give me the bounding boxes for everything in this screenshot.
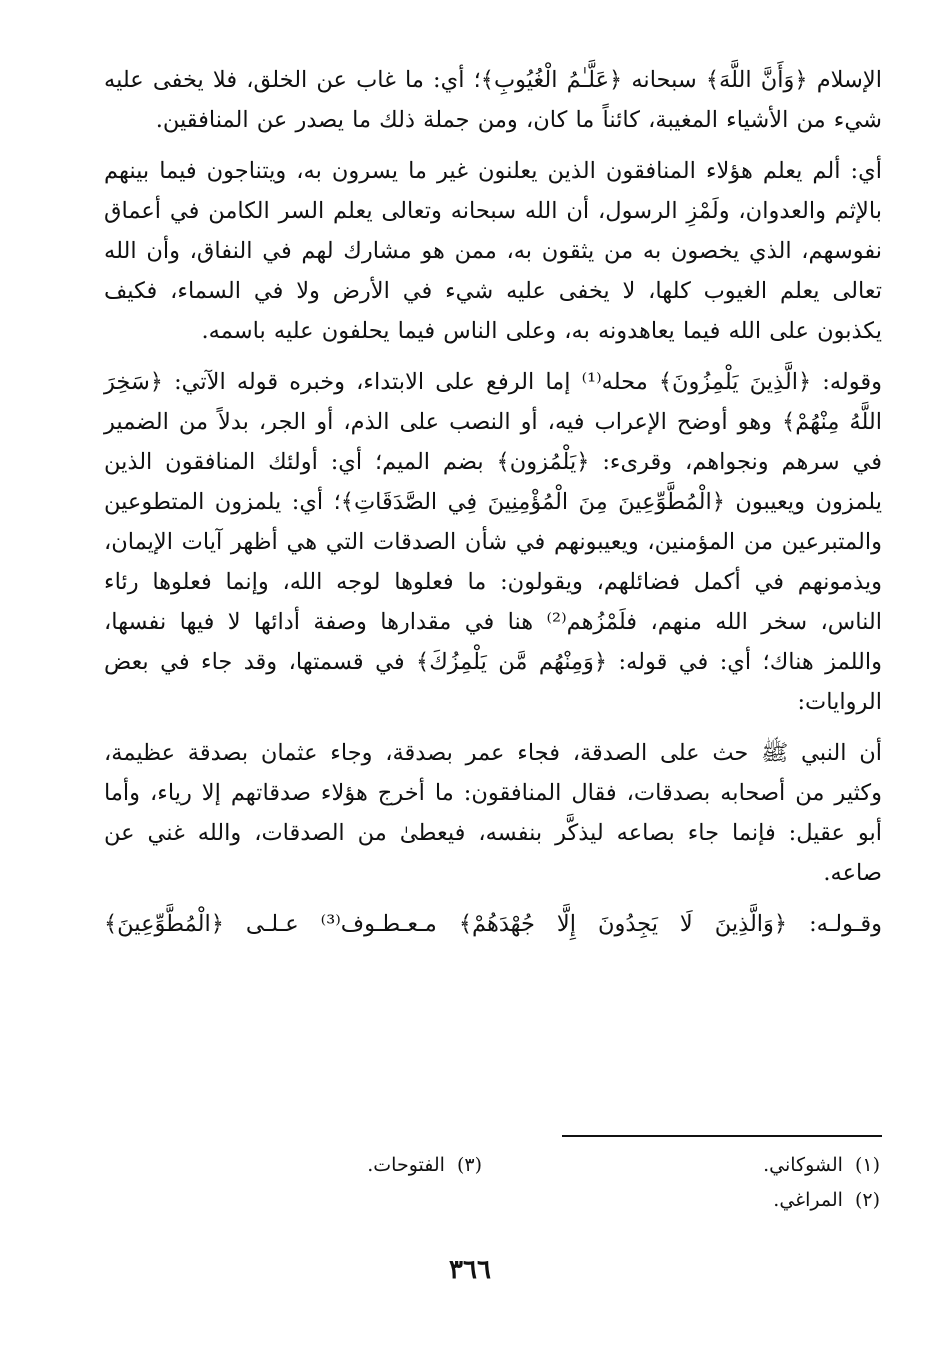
footnote-separator <box>562 1135 882 1137</box>
paragraph-1: الإسلام ﴿وَأَنَّ اللَّهَ﴾ سبحانه ﴿عَلَّـٰمُ الْغُيُوبِ﴾؛ أي: ما غاب عن الخلق، فلا يخفى عليه شيء من الأشياء المغيبة، كائناً ما كان، ومن جملة ذلك ما يصدر عن المنافقين. <box>104 67 882 133</box>
footnote-text: الفتوحات. <box>367 1154 445 1176</box>
paragraph-5: وقـولـه: ﴿وَالَّذِينَ لَا يَجِدُونَ إِلَّا جُهْدَهُمْ﴾ مـعـطـوف⁽³⁾ عـلـى ﴿الْمُطَّوِّعِينَ﴾ <box>104 911 883 937</box>
paragraph-3: وقوله: ﴿الَّذِينَ يَلْمِزُونَ﴾ محله⁽¹⁾ إما الرفع على الابتداء، وخبره قوله الآتي: ﴿سَخِرَ اللَّهُ مِنْهُمْ﴾ وهو أوضح الإعراب فيه، أو النصب على الذم، أو الجر، بدلاً من الضمير في سرهم ونجواهم، وقرىء: ﴿يَلْمُزون﴾ بضم الميم؛ أي: أولئك المنافقون الذين يلمزون ويعيبون ﴿الْمُطَّوِّعِينَ مِنَ الْمُؤْمِنِينَ فِي الصَّدَقَاتِ﴾؛ أي: يلمزون المتطوعين والمتبرعين من المؤمنين، ويعيبونهم في شأن الصدقات التي هي أظهر آيات الإيمان، ويذمونهم في أكمل فضائلهم، ويقولون: ما فعلوها لوجه الله، وإنما فعلوها رئاء الناس، سخر الله منهم، فلَمْزُهم⁽²⁾ هنا في مقدارها وصفة أدائها لا فيها نفسها، واللمز هناك؛ أي: في قوله: ﴿وَمِنْهُم مَّن يَلْمِزُكَ﴾ في قسمتها، وقد جاء في بعض الروايات: <box>104 369 882 715</box>
footnote-1 <box>763 1151 880 1179</box>
footnote-number: (١) <box>854 1154 880 1176</box>
footnote-2 <box>773 1186 880 1214</box>
footnote-number: (٣) <box>456 1154 482 1176</box>
footnote-number: (٢) <box>854 1189 880 1211</box>
page-number: ٣٦٦ <box>449 1255 491 1285</box>
footnote-3 <box>367 1151 482 1179</box>
paragraph-2: أي: ألم يعلم هؤلاء المنافقون الذين يعلنون غير ما يسرون به، ويتناجون فيما بينهم بالإثم والعدوان، ولَمْزِ الرسول، أن الله سبحانه وتعالى يعلم السر الكامن في أعماق نفوسهم، الذي يخصون به من يثقون به، ممن هو مشارك لهم في النفاق، وأن الله تعالى يعلم الغيوب كلها، لا يخفى عليه شيء في الأرض ولا في السماء، فكيف يكذبون على الله فيما يعاهدونه به، وعلى الناس فيما يحلفون عليه باسمه. <box>104 158 882 344</box>
body-text <box>104 60 882 955</box>
footnote-text: الشوكاني. <box>763 1154 843 1176</box>
paragraph-4: أن النبي ﷺ حث على الصدقة، فجاء عمر بصدقة، وجاء عثمان بصدقة عظيمة، وكثير من أصحابه بصدقات، فقال المنافقون: ما أخرج هؤلاء صدقاتهم إلا رياء، وأما أبو عقيل: فإنما جاء بصاعه ليذكَّر بنفسه، فيعطىٰ من الصدقات، والله غني عن صاعه. <box>104 740 882 886</box>
footnote-text: المراغي. <box>773 1189 843 1211</box>
